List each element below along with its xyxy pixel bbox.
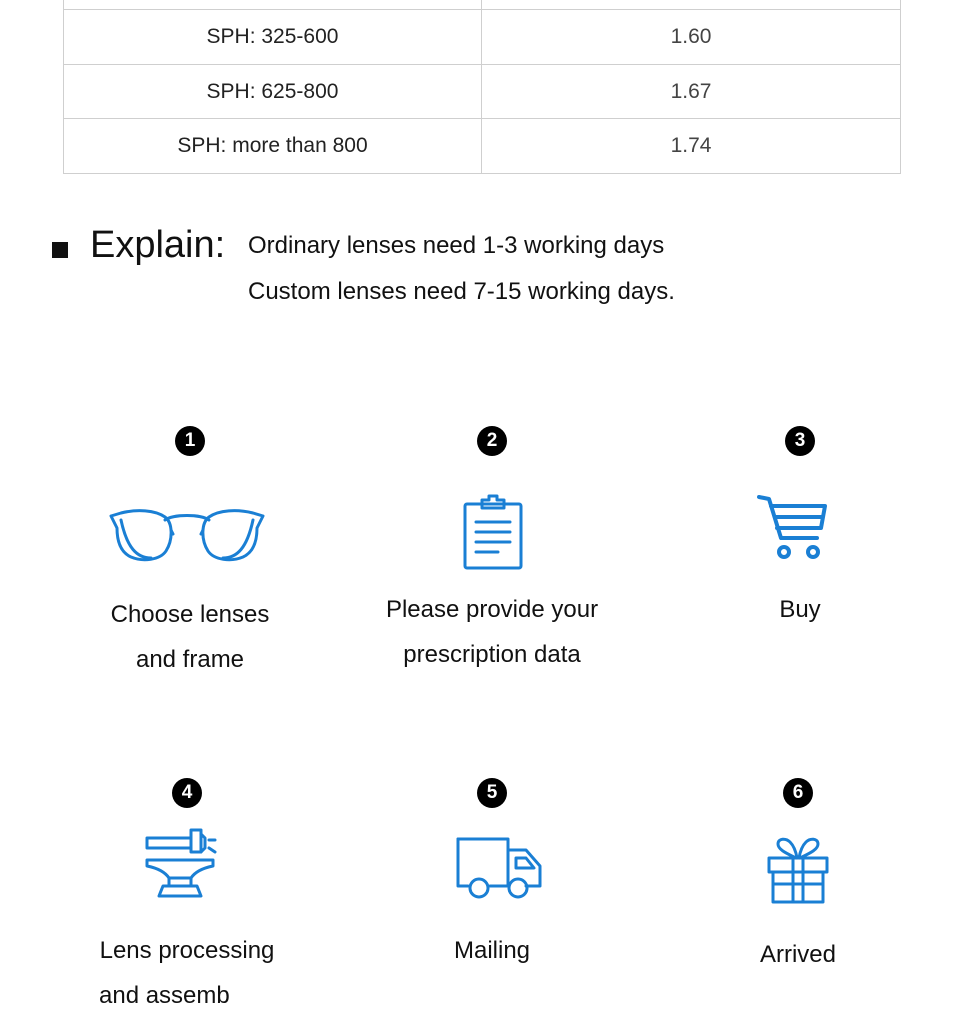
table-row [64,65,901,119]
table-row [64,119,901,174]
sph-cell: SPH: 325-600 [64,10,482,65]
square-bullet-icon [52,242,68,258]
cart-icon [757,494,827,562]
step-number-badge: 2 [477,426,507,456]
index-cell: 1.67 [482,65,901,119]
explain-line-ordinary: Ordinary lenses need 1-3 working days [248,232,665,259]
step-number-badge: 1 [175,426,205,456]
step-label: Please provide your prescription data [385,596,599,668]
step-number-badge: 5 [477,778,507,808]
glasses-icon [107,504,267,566]
truck-icon [454,836,544,902]
explain-line-custom: Custom lenses need 7-15 working days. [248,278,675,305]
lens-index-table [63,0,901,174]
step-label: Buy [779,596,821,623]
step-number-badge: 6 [783,778,813,808]
index-cell: 1.74 [482,119,901,174]
index-cell: 1.60 [482,10,901,65]
sph-cell: SPH: more than 800 [64,119,482,174]
index-cell [482,0,901,10]
sph-cell [64,0,482,10]
step-label: Arrived [759,941,837,968]
table-row [64,0,901,10]
sph-cell: SPH: 625-800 [64,65,482,119]
step-label: Mailing [453,937,531,964]
step-label: Choose lenses and frame [110,601,270,673]
anvil-icon [143,826,217,902]
step-number-badge: 4 [172,778,202,808]
gift-icon [766,836,830,906]
clipboard-icon [462,494,524,570]
step-number-badge: 3 [785,426,815,456]
step-label: Lens processing and assemb [99,937,275,1009]
table-row [64,10,901,65]
explain-heading: Explain: [90,224,226,266]
